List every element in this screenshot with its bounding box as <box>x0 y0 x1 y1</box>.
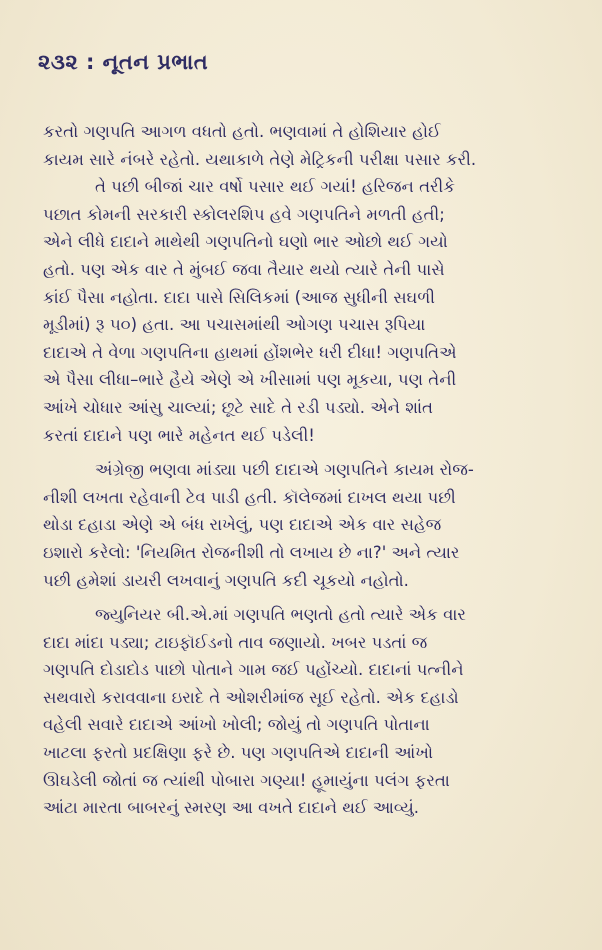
paragraph <box>43 456 575 594</box>
text-line: વહેલી સવારે દાદાએ આંખો ખોલી; જોયું તો ગણપતિ પોતાના <box>43 715 430 735</box>
text-line: એ પૈસા લીધા–ભારે હૈયે એણે એ ખીસામાં પણ મૂકયા, પણ તેની <box>43 370 457 390</box>
paragraph <box>43 118 575 173</box>
paragraph <box>43 601 575 822</box>
text-line: જ્યુનિયર બી.એ.માં ગણપતિ ભણતો હતો ત્યારે એક વાર <box>95 605 466 625</box>
text-line: આંખે ચોધાર આંસુ ચાલ્યાં; છૂટે સાદે તે રડી પડ્યો. એને શાંત <box>43 397 433 417</box>
text-line: નીશી લખતા રહેવાની ટેવ પાડી હતી. કૉલેજમાં દાખલ થયા પછી <box>43 487 456 507</box>
paragraph <box>43 173 575 449</box>
text-line: ઇશારો કરેલો: 'નિયમિત રોજનીશી તો લખાય છે ના?' અને ત્યાર <box>43 542 460 562</box>
text-line: તે પછી બીજાં ચાર વર્ષો પસાર થઈ ગયાં! હરિજન તરીકે <box>95 177 455 197</box>
header-separator: : <box>78 50 103 74</box>
text-line: ગણપતિ દોડાદોડ પાછો પોતાને ગામ જઈ પહોંચ્યો. દાદાનાં પત્નીને <box>43 660 464 680</box>
text-line: પછી હમેશાં ડાયરી લખવાનું ગણપતિ કદી ચૂકયો નહોતો. <box>43 570 409 590</box>
text-line: કાયમ સારે નંબરે રહેતો. યથાકાળે તેણે મેટ્રિકની પરીક્ષા પસાર કરી. <box>43 149 477 169</box>
text-line: મૂડીમાં) રૂ ૫૦) હતા. આ પચાસમાંથી ઓગણ પચાસ રૂપિયા <box>43 315 426 335</box>
text-line: કરતો ગણપતિ આગળ વધતો હતો. ભણવામાં તે હોશિયાર હોઈ <box>43 122 441 141</box>
text-line: દાદા માંદા પડ્યા; ટાઇફૉઈડનો તાવ જણાયો. ખબર પડતાં જ <box>43 632 428 652</box>
text-line: આંટા મારતા બાબરનું સ્મરણ આ વખતે દાદાને થઈ આવ્યું. <box>43 798 419 818</box>
text-line: અંગ્રેજી ભણવા માંડ્યા પછી દાદાએ ગણપતિને કાયમ રોજ- <box>95 460 474 480</box>
text-line: હતો. પણ એક વાર તે મુંબઈ જવા તૈયાર થયો ત્યારે તેની પાસે <box>43 259 445 279</box>
text-line: દાદાએ તે વેળા ગણપતિના હાથમાં હોંશભેર ધરી દીધા! ગણપતિએ <box>43 342 457 362</box>
page-number: ૨૩૨ <box>38 50 79 74</box>
text-line: પછાત કોમની સરકારી સ્કોલરશિપ હવે ગણપતિને મળતી હતી; <box>43 204 445 224</box>
text-line: થોડા દહાડા એણે એ બંધ રાખેલું, પણ દાદાએ એક વાર સહેજ <box>43 515 442 535</box>
paragraph-gap <box>43 449 575 456</box>
text-line: ખાટલા ફરતો પ્રદક્ષિણા ફરે છે. પણ ગણપતિએ દાદાની આંખો <box>43 743 433 763</box>
text-line: કાંઈ પૈસા નહોતા. દાદા પાસે સિલિકમાં (આજ સુધીની સઘળી <box>43 287 435 307</box>
body-text <box>43 118 575 822</box>
text-line: કરતાં દાદાને પણ ભારે મહેનત થઈ પડેલી! <box>43 425 315 445</box>
book-title: નૂતન પ્રભાત <box>102 50 209 74</box>
text-line: ઊઘડેલી જોતાં જ ત્યાંથી પોબારા ગણ્યા! હૂમાયુંના પલંગ ફરતા <box>43 770 450 790</box>
text-line: સથવારો કરાવવાના ઇરાદે તે ઓશરીમાંજ સૂઈ રહેતો. એક દહાડો <box>43 687 459 707</box>
running-header <box>38 50 208 75</box>
paragraph-gap <box>43 594 575 601</box>
text-line: એને લીધે દાદાને માથેથી ગણપતિનો ઘણો ભાર ઓછો થઈ ગયો <box>43 232 448 252</box>
